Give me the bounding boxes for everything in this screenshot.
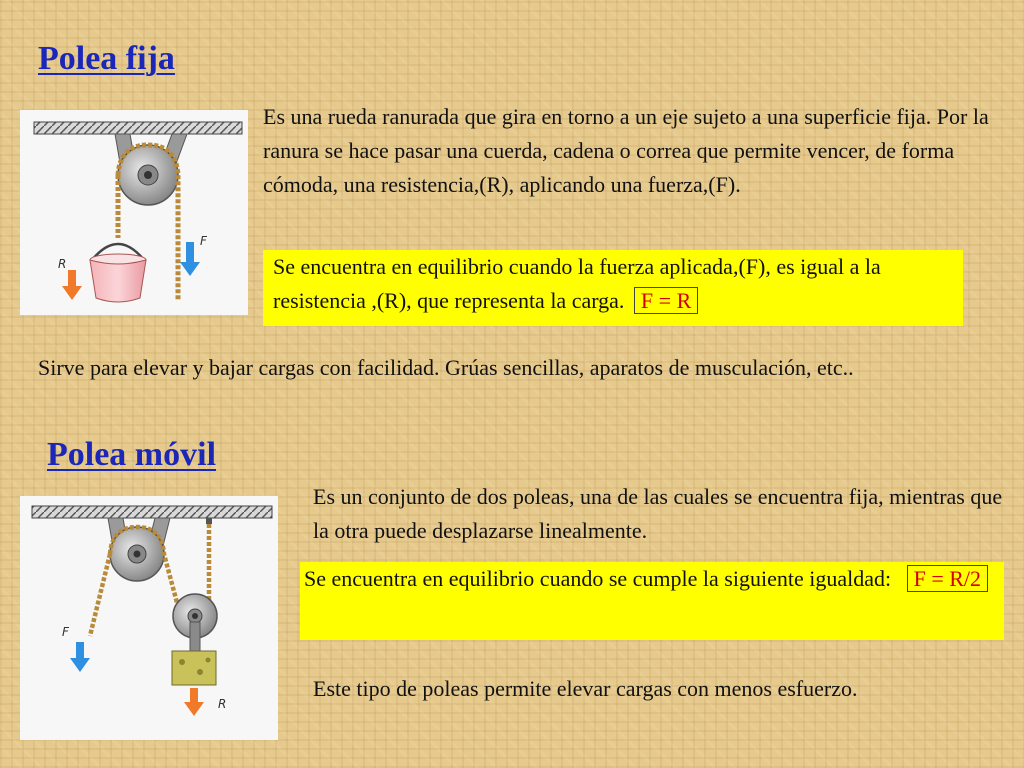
fixed-figure-label-f: F: [200, 234, 207, 248]
fixed-formula: F = R: [634, 287, 698, 314]
fixed-figure-label-r: R: [58, 257, 67, 271]
movable-figure-label-f: F: [62, 625, 69, 639]
fixed-pulley-title: Polea fija: [38, 40, 175, 77]
fixed-equilibrium-text: Se encuentra en equilibrio cuando la fuerza aplicada,(F), es igual a la resistencia ,(R), que representa la carga.: [273, 254, 881, 313]
fixed-pulley-figure: [20, 110, 248, 315]
fixed-pulley-description: Es una rueda ranurada que gira en torno a un eje sujeto a una superficie fija. Por la ranura se hace pasar una cuerda, cadena o correa que permite vencer, de forma cómoda, una resistencia,(R), aplicando una fuerza,(F).: [263, 104, 989, 197]
movable-pulley-title: Polea móvil: [47, 436, 217, 473]
movable-equilibrium-box: [300, 562, 1004, 640]
movable-figure-label-r: R: [218, 697, 227, 711]
fixed-equilibrium-box: [263, 250, 963, 326]
movable-pulley-note: Este tipo de poleas permite elevar cargas con menos esfuerzo.: [313, 676, 858, 701]
fixed-pulley-uses: Sirve para elevar y bajar cargas con facilidad. Grúas sencillas, aparatos de musculación, etc..: [38, 355, 854, 380]
movable-equilibrium-text: Se encuentra en equilibrio cuando se cumple la siguiente igualdad:: [304, 566, 892, 591]
movable-pulley-description: Es un conjunto de dos poleas, una de las cuales se encuentra fija, mientras que la otra puede desplazarse linealmente.: [313, 484, 1003, 543]
movable-pulley-figure: [20, 496, 278, 740]
movable-formula: F = R/2: [907, 565, 988, 592]
